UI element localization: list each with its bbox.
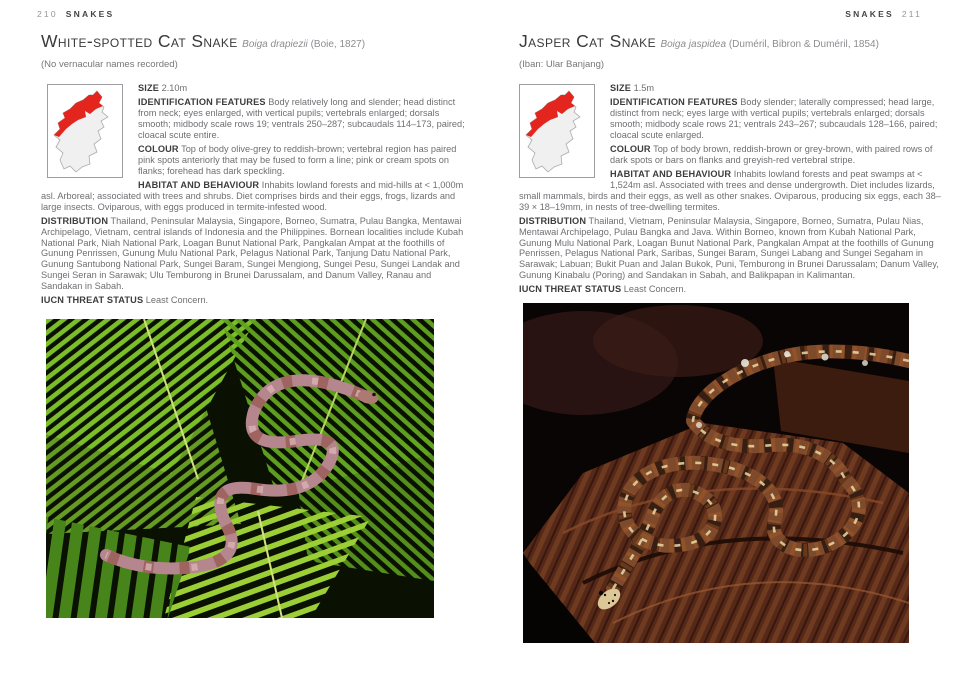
section-distribution: DISTRIBUTION Thailand, Vietnam, Peninsular Malaysia, Singapore, Borneo, Sumatra, Pulau Nias, Mentawai Archipelago, Pulau Bangka and Java. Within Borneo, known from Kubah National Park, Gunung Mulu National Park, Loagan Bunut National Park, Pangkalan Ampat at the foothills of Gunung Penrissen, Pelagus National Park, Saribas, Sungei Baram, Sungei Labang and Sungei Segaham in Sarawak; Labuan; Bukit Puan and Jalan Bukok, Puni, Temburong in Brunei Darussalam; Danum Valley, Gunung Kinabalu (Poring) and Sandakan in Sabah, and Balikpapan in Kalimantan.	[519, 215, 939, 281]
snake-on-log-illustration	[523, 303, 909, 643]
species-authority: (Duméril, Bibron & Duméril, 1854)	[728, 39, 879, 50]
photo-jasper-cat-snake	[523, 303, 909, 643]
species-common-name: Jasper Cat Snake	[519, 31, 656, 51]
borneo-map-graphic	[50, 87, 120, 175]
section-iucn: IUCN THREAT STATUS Least Concern.	[519, 284, 687, 295]
running-head-label: SNAKES	[65, 9, 115, 19]
species-scientific-name: Boiga jaspidea (Duméril, Bibron & Duméril, 1854)	[660, 39, 879, 50]
species-heading	[519, 33, 944, 73]
page-number: 211	[901, 9, 922, 19]
species-authority: (Boie, 1827)	[310, 39, 366, 50]
running-head-right	[845, 9, 922, 19]
page-number: 210	[37, 9, 58, 19]
species-common-name: White-spotted Cat Snake	[41, 31, 238, 51]
section-size: SIZE 2.10m	[138, 83, 188, 93]
vernacular-names: (Iban: Ular Banjang)	[519, 59, 605, 70]
section-colour: COLOUR Top of body olive-grey to reddish-brown; vertebral region has paired pink spots anteriorly that may be fused to form a line; pink or cream spots on flanks; forehead has dark speckling.	[138, 143, 457, 176]
vernacular-names: (No vernacular names recorded)	[41, 59, 178, 70]
species-heading	[41, 33, 472, 73]
species-scientific-name: Boiga drapiezii (Boie, 1827)	[242, 39, 366, 50]
photo-white-spotted-cat-snake	[46, 319, 434, 618]
section-identification: IDENTIFICATION FEATURES Body relatively long and slender; head distinct from neck; eyes enlarged, with vertical pupils; vertebrals enlarged; dorsals smooth; midbody scale rows 19; ventrals 250–287; subcaudals 114–173, paired; cloacal scute entire.	[138, 97, 465, 140]
section-habitat: HABITAT AND BEHAVIOUR Inhabits lowland forests and mid-hills at < 1,000m asl. Arboreal; associated with trees and shrubs. Diet comprises birds and their eggs, frogs, lizards and large insects. Oviparous, with eggs produced in termite-infested wood.	[41, 179, 464, 212]
running-head-label: SNAKES	[845, 9, 894, 19]
borneo-map-graphic	[522, 87, 592, 175]
page-211	[480, 0, 960, 681]
section-habitat: HABITAT AND BEHAVIOUR Inhabits lowland forests and peat swamps at < 1,524m asl. Associated with trees and dense undergrowth. Diet includes lizards, small mammals, birds and their eggs, as well as other snakes. Oviparous, producing six eggs, each 38–39 × 18–19mm, in nests of tree-dwelling termites.	[519, 168, 941, 212]
section-size: SIZE 1.5m	[610, 83, 655, 93]
section-iucn: IUCN THREAT STATUS Least Concern.	[41, 295, 209, 306]
species-account	[519, 83, 944, 295]
running-head-left	[37, 9, 114, 19]
distribution-map	[47, 84, 123, 178]
distribution-map	[519, 84, 595, 178]
section-colour: COLOUR Top of body brown, reddish-brown or grey-brown, with paired rows of dark spots or bars on flanks and greyish-red vertebral stripe.	[610, 143, 933, 165]
species-account	[41, 83, 472, 306]
section-distribution: DISTRIBUTION Thailand, Peninsular Malaysia, Singapore, Borneo, Sumatra, Pulau Bangka, Mentawai Archipelago, Vietnam, central islands of Indonesia and the Philippines. Bornean localities include Kubah National Park, Niah National Park, Loagan Bunut National Park, Pangkalan Ampat at the foothills of Gunung Penrissen, Gunung Mulu National Park, Pelagus National Park, Tanjung Datu National Park, Gunung Santubong National Park, Sungei Baram, Sungei Mengiong, Sungei Pesu, Sungei Landak and Sungei Seran in Sarawak; Ulu Temburong in Brunei Darussalam, and Danum Valley, Ranau and Sandakan in Sabah.	[41, 215, 464, 292]
section-identification: IDENTIFICATION FEATURES Body slender; laterally compressed; head large, distinct from neck; eyes large with vertical pupils; vertebrals enlarged; dorsals smooth; midbody scale rows 21; ventrals 243–267; subcaudals 128–166, paired; cloacal scute enlarged.	[610, 97, 938, 140]
snake-on-ferns-illustration	[46, 319, 434, 618]
